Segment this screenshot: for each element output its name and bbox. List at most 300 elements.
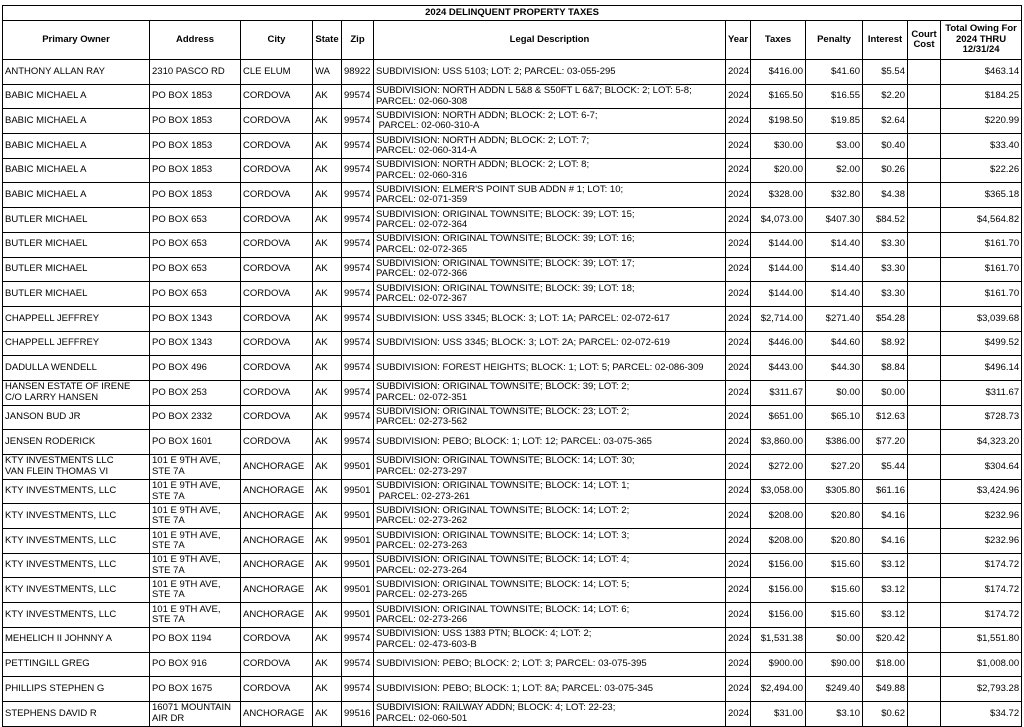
header-city: City — [241, 21, 313, 60]
state-cell: AK — [313, 677, 342, 702]
address-cell: PO BOX 653 — [150, 257, 241, 282]
address-cell: PO BOX 653 — [150, 282, 241, 307]
zip-cell: 99574 — [342, 430, 374, 455]
year-cell: 2024 — [726, 479, 751, 504]
total-owing-cell: $174.72 — [941, 603, 1022, 628]
city-cell: CORDOVA — [241, 183, 313, 208]
city-cell: CORDOVA — [241, 282, 313, 307]
table-row — [3, 134, 1022, 159]
table-row — [3, 652, 1022, 677]
table-row — [3, 578, 1022, 603]
court-cost-cell — [908, 627, 941, 652]
taxes-cell: $208.00 — [751, 504, 806, 529]
taxes-cell: $2,714.00 — [751, 306, 806, 331]
city-cell: ANCHORAGE — [241, 479, 313, 504]
court-cost-cell — [908, 405, 941, 430]
penalty-cell: $14.40 — [806, 232, 863, 257]
total-owing-cell: $4,564.82 — [941, 208, 1022, 233]
owner-cell: KTY INVESTMENTS, LLC — [3, 578, 150, 603]
interest-cell: $5.44 — [863, 455, 908, 480]
year-cell: 2024 — [726, 306, 751, 331]
zip-cell: 99574 — [342, 232, 374, 257]
table-row — [3, 356, 1022, 381]
total-owing-cell: $184.25 — [941, 84, 1022, 109]
header-zip: Zip — [342, 21, 374, 60]
legal-description-cell: SUBDIVISION: ORIGINAL TOWNSITE; BLOCK: 39; LOT: 2; PARCEL: 02-072-351 — [374, 380, 726, 405]
city-cell: CORDOVA — [241, 405, 313, 430]
city-cell: CORDOVA — [241, 208, 313, 233]
taxes-cell: $20.00 — [751, 158, 806, 183]
header-taxes: Taxes — [751, 21, 806, 60]
year-cell: 2024 — [726, 183, 751, 208]
taxes-cell: $328.00 — [751, 183, 806, 208]
penalty-cell: $41.60 — [806, 60, 863, 85]
owner-cell: JANSON BUD JR — [3, 405, 150, 430]
zip-cell: 99574 — [342, 306, 374, 331]
header-row — [3, 21, 1022, 60]
header-state: State — [313, 21, 342, 60]
state-cell: AK — [313, 380, 342, 405]
court-cost-cell — [908, 306, 941, 331]
zip-cell: 99574 — [342, 405, 374, 430]
taxes-cell: $3,058.00 — [751, 479, 806, 504]
table-row — [3, 84, 1022, 109]
interest-cell: $0.62 — [863, 701, 908, 726]
table-title: 2024 DELINQUENT PROPERTY TAXES — [3, 6, 1022, 21]
total-owing-cell: $232.96 — [941, 504, 1022, 529]
total-owing-cell: $174.72 — [941, 578, 1022, 603]
interest-cell: $2.20 — [863, 84, 908, 109]
year-cell: 2024 — [726, 529, 751, 554]
penalty-cell: $32.80 — [806, 183, 863, 208]
year-cell: 2024 — [726, 553, 751, 578]
court-cost-cell — [908, 652, 941, 677]
year-cell: 2024 — [726, 282, 751, 307]
address-cell: PO BOX 1853 — [150, 158, 241, 183]
court-cost-cell — [908, 183, 941, 208]
table-row — [3, 405, 1022, 430]
zip-cell: 99574 — [342, 627, 374, 652]
address-cell: PO BOX 2332 — [150, 405, 241, 430]
owner-cell: CHAPPELL JEFFREY — [3, 306, 150, 331]
owner-cell: BABIC MICHAEL A — [3, 158, 150, 183]
legal-description-cell: SUBDIVISION: NORTH ADDN; BLOCK: 2; LOT: 6-7; PARCEL: 02-060-310-A — [374, 109, 726, 134]
court-cost-cell — [908, 134, 941, 159]
owner-cell: MEHELICH II JOHNNY A — [3, 627, 150, 652]
taxes-cell: $311.67 — [751, 380, 806, 405]
total-owing-cell: $463.14 — [941, 60, 1022, 85]
interest-cell: $8.84 — [863, 356, 908, 381]
year-cell: 2024 — [726, 331, 751, 356]
city-cell: ANCHORAGE — [241, 603, 313, 628]
owner-cell: KTY INVESTMENTS, LLC — [3, 603, 150, 628]
taxes-cell: $3,860.00 — [751, 430, 806, 455]
penalty-cell: $305.80 — [806, 479, 863, 504]
legal-description-cell: SUBDIVISION: NORTH ADDN; BLOCK: 2; LOT: 8; PARCEL: 02-060-316 — [374, 158, 726, 183]
legal-description-cell: SUBDIVISION: ORIGINAL TOWNSITE; BLOCK: 23; LOT: 2; PARCEL: 02-273-562 — [374, 405, 726, 430]
court-cost-cell — [908, 208, 941, 233]
table-row — [3, 529, 1022, 554]
interest-cell: $0.26 — [863, 158, 908, 183]
city-cell: ANCHORAGE — [241, 455, 313, 480]
year-cell: 2024 — [726, 109, 751, 134]
year-cell: 2024 — [726, 60, 751, 85]
city-cell: CORDOVA — [241, 232, 313, 257]
address-cell: 101 E 9TH AVE, STE 7A — [150, 479, 241, 504]
city-cell: CORDOVA — [241, 380, 313, 405]
city-cell: CORDOVA — [241, 627, 313, 652]
taxes-cell: $4,073.00 — [751, 208, 806, 233]
total-owing-cell: $161.70 — [941, 232, 1022, 257]
city-cell: CLE ELUM — [241, 60, 313, 85]
total-owing-cell: $34.72 — [941, 701, 1022, 726]
court-cost-cell — [908, 529, 941, 554]
penalty-cell: $19.85 — [806, 109, 863, 134]
legal-description-cell: SUBDIVISION: ORIGINAL TOWNSITE; BLOCK: 14; LOT: 2; PARCEL: 02-273-262 — [374, 504, 726, 529]
zip-cell: 99516 — [342, 701, 374, 726]
zip-cell: 99574 — [342, 282, 374, 307]
address-cell: PO BOX 1601 — [150, 430, 241, 455]
header-primary-owner: Primary Owner — [3, 21, 150, 60]
owner-cell: KTY INVESTMENTS, LLC — [3, 504, 150, 529]
state-cell: AK — [313, 652, 342, 677]
address-cell: PO BOX 1853 — [150, 183, 241, 208]
interest-cell: $3.12 — [863, 603, 908, 628]
zip-cell: 99574 — [342, 677, 374, 702]
legal-description-cell: SUBDIVISION: USS 3345; BLOCK: 3; LOT: 1A; PARCEL: 02-072-617 — [374, 306, 726, 331]
state-cell: AK — [313, 504, 342, 529]
address-cell: PO BOX 1853 — [150, 84, 241, 109]
taxes-cell: $651.00 — [751, 405, 806, 430]
table-row — [3, 455, 1022, 480]
total-owing-cell: $232.96 — [941, 529, 1022, 554]
year-cell: 2024 — [726, 677, 751, 702]
address-cell: PO BOX 1853 — [150, 109, 241, 134]
zip-cell: 99574 — [342, 109, 374, 134]
court-cost-cell — [908, 455, 941, 480]
penalty-cell: $20.80 — [806, 504, 863, 529]
total-owing-cell: $365.18 — [941, 183, 1022, 208]
interest-cell: $3.12 — [863, 553, 908, 578]
total-owing-cell: $3,039.68 — [941, 306, 1022, 331]
interest-cell: $3.12 — [863, 578, 908, 603]
address-cell: 101 E 9TH AVE, STE 7A — [150, 529, 241, 554]
table-row — [3, 232, 1022, 257]
total-owing-cell: $304.64 — [941, 455, 1022, 480]
table-row — [3, 158, 1022, 183]
penalty-cell: $44.60 — [806, 331, 863, 356]
address-cell: PO BOX 1675 — [150, 677, 241, 702]
legal-description-cell: SUBDIVISION: ORIGINAL TOWNSITE; BLOCK: 14; LOT: 4; PARCEL: 02-273-264 — [374, 553, 726, 578]
penalty-cell: $0.00 — [806, 627, 863, 652]
court-cost-cell — [908, 109, 941, 134]
court-cost-cell — [908, 677, 941, 702]
header-interest: Interest — [863, 21, 908, 60]
state-cell: AK — [313, 183, 342, 208]
penalty-cell: $15.60 — [806, 578, 863, 603]
penalty-cell: $407.30 — [806, 208, 863, 233]
owner-cell: BABIC MICHAEL A — [3, 134, 150, 159]
taxes-cell: $31.00 — [751, 701, 806, 726]
city-cell: CORDOVA — [241, 158, 313, 183]
table-row — [3, 183, 1022, 208]
city-cell: CORDOVA — [241, 331, 313, 356]
taxes-cell: $208.00 — [751, 529, 806, 554]
total-owing-cell: $1,551.80 — [941, 627, 1022, 652]
header-legal-description: Legal Description — [374, 21, 726, 60]
penalty-cell: $16.55 — [806, 84, 863, 109]
owner-cell: STEPHENS DAVID R — [3, 701, 150, 726]
address-cell: PO BOX 916 — [150, 652, 241, 677]
owner-cell: BUTLER MICHAEL — [3, 208, 150, 233]
interest-cell: $4.16 — [863, 529, 908, 554]
court-cost-cell — [908, 553, 941, 578]
year-cell: 2024 — [726, 455, 751, 480]
year-cell: 2024 — [726, 430, 751, 455]
state-cell: AK — [313, 208, 342, 233]
address-cell: 101 E 9TH AVE, STE 7A — [150, 455, 241, 480]
court-cost-cell — [908, 158, 941, 183]
city-cell: ANCHORAGE — [241, 553, 313, 578]
interest-cell: $2.64 — [863, 109, 908, 134]
year-cell: 2024 — [726, 603, 751, 628]
total-owing-cell: $161.70 — [941, 282, 1022, 307]
total-owing-cell: $3,424.96 — [941, 479, 1022, 504]
year-cell: 2024 — [726, 257, 751, 282]
court-cost-cell — [908, 257, 941, 282]
interest-cell: $0.40 — [863, 134, 908, 159]
zip-cell: 99501 — [342, 504, 374, 529]
state-cell: AK — [313, 701, 342, 726]
address-cell: 101 E 9TH AVE, STE 7A — [150, 553, 241, 578]
taxes-cell: $156.00 — [751, 578, 806, 603]
legal-description-cell: SUBDIVISION: NORTH ADDN L 5&8 & S50FT L 6&7; BLOCK: 2; LOT: 5-8; PARCEL: 02-060-308 — [374, 84, 726, 109]
legal-description-cell: SUBDIVISION: PEBO; BLOCK: 2; LOT: 3; PARCEL: 03-075-395 — [374, 652, 726, 677]
taxes-cell: $30.00 — [751, 134, 806, 159]
owner-cell: KTY INVESTMENTS, LLC — [3, 479, 150, 504]
table-row — [3, 380, 1022, 405]
table-row — [3, 257, 1022, 282]
interest-cell: $49.88 — [863, 677, 908, 702]
court-cost-cell — [908, 380, 941, 405]
table-row — [3, 306, 1022, 331]
owner-cell: PHILLIPS STEPHEN G — [3, 677, 150, 702]
court-cost-cell — [908, 232, 941, 257]
state-cell: AK — [313, 257, 342, 282]
total-owing-cell: $220.99 — [941, 109, 1022, 134]
address-cell: PO BOX 1343 — [150, 331, 241, 356]
court-cost-cell — [908, 504, 941, 529]
zip-cell: 99501 — [342, 529, 374, 554]
penalty-cell: $14.40 — [806, 257, 863, 282]
total-owing-cell: $174.72 — [941, 553, 1022, 578]
year-cell: 2024 — [726, 158, 751, 183]
header-year: Year — [726, 21, 751, 60]
interest-cell: $8.92 — [863, 331, 908, 356]
legal-description-cell: SUBDIVISION: PEBO; BLOCK: 1; LOT: 12; PARCEL: 03-075-365 — [374, 430, 726, 455]
zip-cell: 99574 — [342, 183, 374, 208]
year-cell: 2024 — [726, 134, 751, 159]
zip-cell: 99574 — [342, 356, 374, 381]
owner-cell: BABIC MICHAEL A — [3, 183, 150, 208]
penalty-cell: $15.60 — [806, 603, 863, 628]
penalty-cell: $15.60 — [806, 553, 863, 578]
city-cell: CORDOVA — [241, 134, 313, 159]
header-court-cost: Court Cost — [908, 21, 941, 60]
legal-description-cell: SUBDIVISION: ORIGINAL TOWNSITE; BLOCK: 14; LOT: 5; PARCEL: 02-273-265 — [374, 578, 726, 603]
year-cell: 2024 — [726, 405, 751, 430]
penalty-cell: $65.10 — [806, 405, 863, 430]
table-body — [3, 60, 1022, 727]
zip-cell: 98922 — [342, 60, 374, 85]
total-owing-cell: $33.40 — [941, 134, 1022, 159]
owner-cell: KTY INVESTMENTS, LLC — [3, 529, 150, 554]
taxes-cell: $272.00 — [751, 455, 806, 480]
city-cell: CORDOVA — [241, 84, 313, 109]
interest-cell: $5.54 — [863, 60, 908, 85]
court-cost-cell — [908, 84, 941, 109]
state-cell: AK — [313, 627, 342, 652]
total-owing-cell: $496.14 — [941, 356, 1022, 381]
owner-cell: KTY INVESTMENTS, LLC — [3, 553, 150, 578]
zip-cell: 99501 — [342, 578, 374, 603]
owner-cell: HANSEN ESTATE OF IRENE C/O LARRY HANSEN — [3, 380, 150, 405]
legal-description-cell: SUBDIVISION: ORIGINAL TOWNSITE; BLOCK: 14; LOT: 30; PARCEL: 02-273-297 — [374, 455, 726, 480]
zip-cell: 99574 — [342, 84, 374, 109]
table-row — [3, 627, 1022, 652]
penalty-cell: $3.00 — [806, 134, 863, 159]
total-owing-cell: $311.67 — [941, 380, 1022, 405]
year-cell: 2024 — [726, 232, 751, 257]
taxes-cell: $446.00 — [751, 331, 806, 356]
legal-description-cell: SUBDIVISION: ORIGINAL TOWNSITE; BLOCK: 14; LOT: 3; PARCEL: 02-273-263 — [374, 529, 726, 554]
header-total-owing: Total Owing For 2024 THRU 12/31/24 — [941, 21, 1022, 60]
penalty-cell: $90.00 — [806, 652, 863, 677]
penalty-cell: $20.80 — [806, 529, 863, 554]
zip-cell: 99501 — [342, 603, 374, 628]
total-owing-cell: $1,008.00 — [941, 652, 1022, 677]
interest-cell: $3.30 — [863, 282, 908, 307]
legal-description-cell: SUBDIVISION: FOREST HEIGHTS; BLOCK: 1; LOT: 5; PARCEL: 02-086-309 — [374, 356, 726, 381]
legal-description-cell: SUBDIVISION: ORIGINAL TOWNSITE; BLOCK: 14; LOT: 1; PARCEL: 02-273-261 — [374, 479, 726, 504]
address-cell: PO BOX 1194 — [150, 627, 241, 652]
interest-cell: $54.28 — [863, 306, 908, 331]
interest-cell: $4.16 — [863, 504, 908, 529]
total-owing-cell: $728.73 — [941, 405, 1022, 430]
address-cell: PO BOX 653 — [150, 208, 241, 233]
table-row — [3, 479, 1022, 504]
legal-description-cell: SUBDIVISION: USS 3345; BLOCK: 3; LOT: 2A; PARCEL: 02-072-619 — [374, 331, 726, 356]
year-cell: 2024 — [726, 578, 751, 603]
court-cost-cell — [908, 578, 941, 603]
state-cell: AK — [313, 134, 342, 159]
court-cost-cell — [908, 430, 941, 455]
taxes-cell: $1,531.38 — [751, 627, 806, 652]
header-penalty: Penalty — [806, 21, 863, 60]
header-address: Address — [150, 21, 241, 60]
court-cost-cell — [908, 356, 941, 381]
zip-cell: 99574 — [342, 652, 374, 677]
taxes-cell: $165.50 — [751, 84, 806, 109]
state-cell: AK — [313, 603, 342, 628]
state-cell: AK — [313, 405, 342, 430]
legal-description-cell: SUBDIVISION: PEBO; BLOCK: 1; LOT: 8A; PARCEL: 03-075-345 — [374, 677, 726, 702]
state-cell: AK — [313, 356, 342, 381]
legal-description-cell: SUBDIVISION: ORIGINAL TOWNSITE; BLOCK: 39; LOT: 16; PARCEL: 02-072-365 — [374, 232, 726, 257]
court-cost-cell — [908, 603, 941, 628]
zip-cell: 99574 — [342, 208, 374, 233]
delinquent-taxes-table — [2, 5, 1022, 727]
state-cell: AK — [313, 84, 342, 109]
penalty-cell: $249.40 — [806, 677, 863, 702]
owner-cell: DADULLA WENDELL — [3, 356, 150, 381]
address-cell: PO BOX 1853 — [150, 134, 241, 159]
state-cell: AK — [313, 578, 342, 603]
zip-cell: 99501 — [342, 553, 374, 578]
city-cell: CORDOVA — [241, 652, 313, 677]
total-owing-cell: $22.26 — [941, 158, 1022, 183]
total-owing-cell: $4,323.20 — [941, 430, 1022, 455]
court-cost-cell — [908, 282, 941, 307]
court-cost-cell — [908, 479, 941, 504]
legal-description-cell: SUBDIVISION: ORIGINAL TOWNSITE; BLOCK: 39; LOT: 18; PARCEL: 02-072-367 — [374, 282, 726, 307]
table-row — [3, 331, 1022, 356]
owner-cell: BUTLER MICHAEL — [3, 257, 150, 282]
city-cell: ANCHORAGE — [241, 701, 313, 726]
state-cell: AK — [313, 331, 342, 356]
legal-description-cell: SUBDIVISION: ORIGINAL TOWNSITE; BLOCK: 39; LOT: 17; PARCEL: 02-072-366 — [374, 257, 726, 282]
owner-cell: KTY INVESTMENTS LLC VAN FLEIN THOMAS VI — [3, 455, 150, 480]
zip-cell: 99574 — [342, 257, 374, 282]
state-cell: AK — [313, 553, 342, 578]
interest-cell: $61.16 — [863, 479, 908, 504]
year-cell: 2024 — [726, 380, 751, 405]
owner-cell: PETTINGILL GREG — [3, 652, 150, 677]
table-row — [3, 701, 1022, 726]
state-cell: AK — [313, 282, 342, 307]
state-cell: AK — [313, 430, 342, 455]
taxes-cell: $144.00 — [751, 232, 806, 257]
zip-cell: 99501 — [342, 479, 374, 504]
state-cell: AK — [313, 232, 342, 257]
state-cell: AK — [313, 529, 342, 554]
court-cost-cell — [908, 701, 941, 726]
state-cell: WA — [313, 60, 342, 85]
city-cell: ANCHORAGE — [241, 578, 313, 603]
penalty-cell: $386.00 — [806, 430, 863, 455]
state-cell: AK — [313, 455, 342, 480]
city-cell: CORDOVA — [241, 109, 313, 134]
zip-cell: 99501 — [342, 455, 374, 480]
table-row — [3, 677, 1022, 702]
city-cell: CORDOVA — [241, 356, 313, 381]
interest-cell: $77.20 — [863, 430, 908, 455]
interest-cell: $0.00 — [863, 380, 908, 405]
legal-description-cell: SUBDIVISION: ORIGINAL TOWNSITE; BLOCK: 39; LOT: 15; PARCEL: 02-072-364 — [374, 208, 726, 233]
year-cell: 2024 — [726, 701, 751, 726]
table-row — [3, 553, 1022, 578]
city-cell: CORDOVA — [241, 677, 313, 702]
interest-cell: $18.00 — [863, 652, 908, 677]
legal-description-cell: SUBDIVISION: NORTH ADDN; BLOCK: 2; LOT: 7; PARCEL: 02-060-314-A — [374, 134, 726, 159]
year-cell: 2024 — [726, 356, 751, 381]
penalty-cell: $44.30 — [806, 356, 863, 381]
court-cost-cell — [908, 331, 941, 356]
taxes-cell: $156.00 — [751, 603, 806, 628]
table-row — [3, 504, 1022, 529]
city-cell: ANCHORAGE — [241, 529, 313, 554]
year-cell: 2024 — [726, 627, 751, 652]
